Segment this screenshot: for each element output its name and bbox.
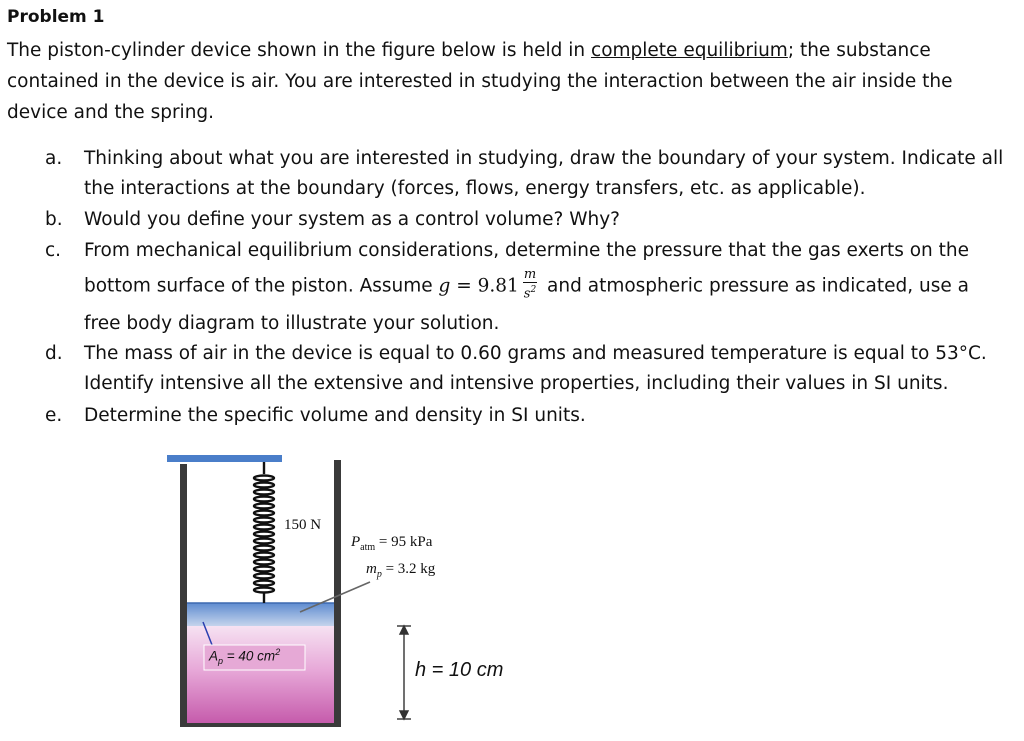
item-d-text: The mass of air in the device is equal to 0.60 grams and measured temperature is equal to 53°C. Identify intensive all the extensive and intensive properties, including their values in SI units. bbox=[84, 343, 987, 394]
support-bar bbox=[167, 455, 282, 462]
cylinder-right-wall bbox=[334, 460, 341, 726]
g-value: 9.81 bbox=[477, 275, 519, 297]
cylinder-left-wall bbox=[180, 464, 187, 726]
piston-area-label: $A_p = 40$ $cm^2$ bbox=[209, 647, 281, 667]
spring bbox=[254, 462, 274, 603]
gas-region bbox=[186, 626, 335, 724]
piston-mass-label: $m_p = 3.2$ kg bbox=[366, 561, 436, 580]
problem-intro: The piston-cylinder device shown in the figure below is held in complete equilibrium; the substance contained in the device is air. You are interested in studying the interaction between the air inside the device and the spring. bbox=[7, 40, 953, 123]
height-dimension bbox=[397, 626, 411, 719]
g-symbol: g bbox=[438, 275, 451, 297]
item-e-text: Determine the specific volume and density in SI units. bbox=[84, 405, 586, 426]
item-e-letter: e. bbox=[45, 405, 63, 426]
item-c-letter: c. bbox=[45, 240, 62, 261]
cylinder-bottom bbox=[180, 723, 341, 727]
item-c-line1: From mechanical equilibrium considerations, determine the pressure that the gas exerts on the bbox=[84, 240, 970, 261]
problem-title: Problem 1 bbox=[7, 7, 105, 27]
item-c-line3: free body diagram to illustrate your solution. bbox=[84, 313, 500, 334]
item-a-text: Thinking about what you are interested in studying, draw the boundary of your system. Indicate all the interactions at the boundary (forces, flows, energy transfers, etc. as applicable). bbox=[84, 148, 1004, 199]
height-label: h = 10 cm bbox=[415, 659, 504, 681]
unit-fraction: $\frac{m}{s^2}$ bbox=[523, 267, 537, 302]
item-b-text: Would you define your system as a control volume? Why? bbox=[84, 209, 620, 230]
item-a-letter: a. bbox=[45, 148, 63, 169]
underlined-phrase: complete equilibrium bbox=[591, 40, 788, 61]
spring-force-label: 150 N bbox=[284, 517, 322, 533]
item-c-line2: bottom surface of the piston. Assume g = 9.81 $\frac{m}{s^2}$ and atmospheric pressure as indicated, use a bbox=[84, 267, 969, 302]
patm-label: $P_{atm} = 95$ kPa bbox=[351, 534, 433, 553]
item-d-letter: d. bbox=[45, 343, 63, 364]
item-b-letter: b. bbox=[45, 209, 63, 230]
